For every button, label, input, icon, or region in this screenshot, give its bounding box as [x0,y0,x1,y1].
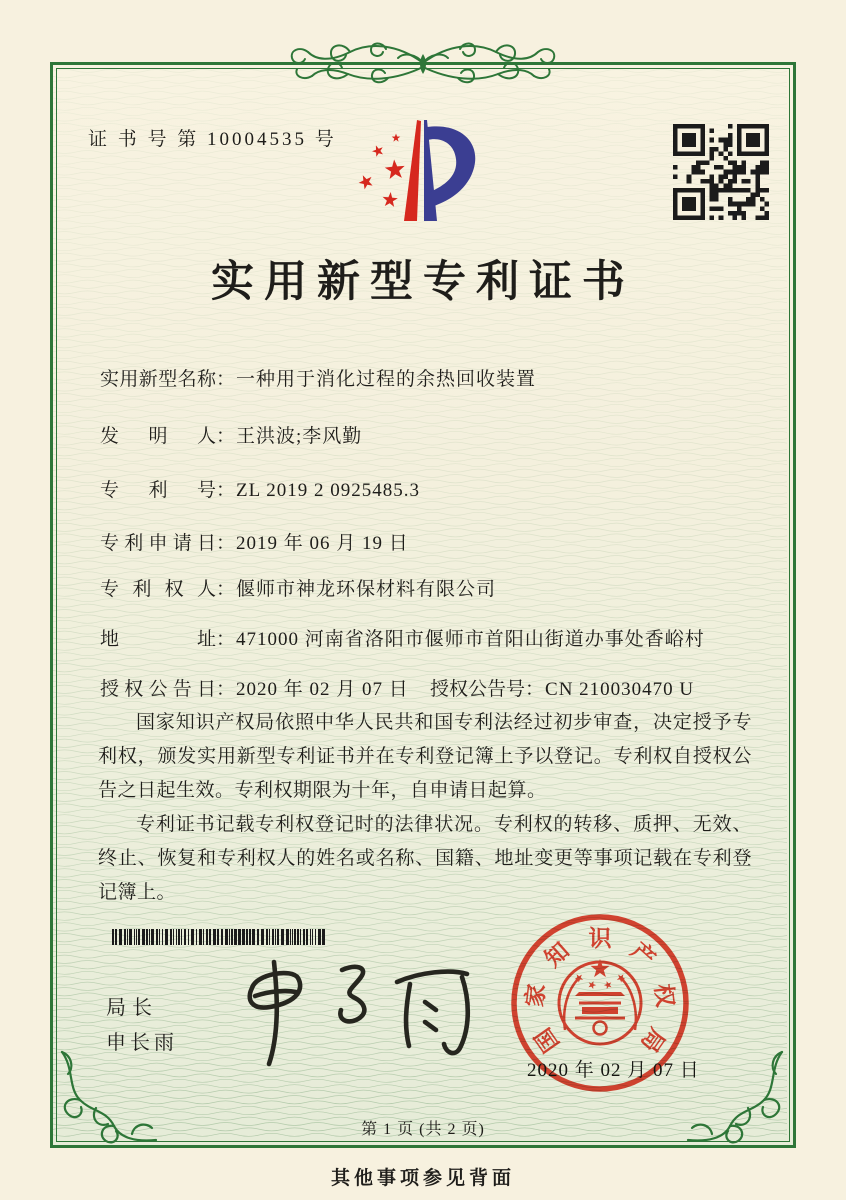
field-label: 授权公告号 [430,679,526,700]
svg-text:产: 产 [626,937,660,972]
field-row-grant [100,674,760,701]
field-value: 王洪波;李风勤 [236,426,363,447]
field-row-patentee [100,574,760,601]
field-label: 专利号 [100,480,216,501]
field-value: 471000 河南省洛阳市偃师市首阳山街道办事处香峪村 [236,629,705,650]
director-title: 局长 [106,997,158,1019]
field-colon: ： [216,533,236,554]
field-colon: ： [216,579,236,600]
body-paragraph: 国家知识产权局依照中华人民共和国专利法经过初步审查，决定授予专利权，颁发实用新型专利证书并在专利登记簿上予以登记。专利权自授权公告之日起生效。专利权期限为十年，自申请日起算。 [98,712,752,801]
field-value: ZL 2019 2 0925485.3 [236,480,421,501]
field-value: 2020 年 02 月 07 日 [236,679,409,700]
field-label: 专利申请日 [100,533,216,554]
svg-text:国: 国 [530,1023,565,1057]
field-value: CN 210030470 U [545,679,695,700]
field-colon: ： [216,480,236,501]
field-colon: ： [216,679,236,700]
seal-date: 2020 年 02 月 07 日 [527,1060,700,1081]
back-note: 其他事项参见背面 [330,1168,515,1189]
svg-text:权: 权 [650,982,678,1009]
field-value: 一种用于消化过程的余热回收装置 [236,369,537,390]
field-value: 2019 年 06 月 19 日 [236,533,409,554]
field-colon: ： [525,679,545,700]
svg-text:识: 识 [588,926,612,951]
certificate-title: 实用新型专利证书 [211,259,635,306]
grant-number-pair [430,674,694,701]
field-label: 实用新型名称 [100,369,216,390]
field-colon: ： [216,426,236,447]
logo-p-bowl [427,126,475,206]
svg-text:知: 知 [540,937,574,972]
director-signature [222,946,482,1076]
field-row-filing-date [100,528,760,555]
legal-text-block [98,706,752,910]
cnipa-patent-logo-icon [345,110,515,234]
director-name: 申长雨 [106,1032,178,1054]
field-colon: ： [216,369,236,390]
top-flourish-ornament [258,36,588,88]
qr-code [673,124,769,220]
field-label: 发明人 [100,426,216,447]
field-value: 偃师市神龙环保材料有限公司 [236,579,497,600]
body-paragraph: 专利证书记载专利权登记时的法律状况。专利权的转移、质押、无效、终止、恢复和专利权人的姓名或名称、国籍、地址变更等事项记载在专利登记簿上。 [98,814,752,903]
svg-text:家: 家 [522,982,550,1009]
field-colon: ： [216,629,236,650]
page-number: 第 1 页 (共 2 页) [361,1121,485,1138]
barcode [112,929,328,945]
field-row-inventor [100,421,760,448]
field-row-address [100,624,760,651]
logo-red-wedge [404,120,421,221]
field-label: 地址 [100,629,216,650]
field-label: 授权公告日 [100,679,216,700]
field-label: 专利权人 [100,579,216,600]
seal-emblem [559,959,641,1044]
certificate-number: 证 书 号 第 10004535 号 [88,129,337,150]
field-row-patent-no [100,475,760,502]
field-row-name [100,364,760,391]
svg-text:局: 局 [635,1023,670,1057]
